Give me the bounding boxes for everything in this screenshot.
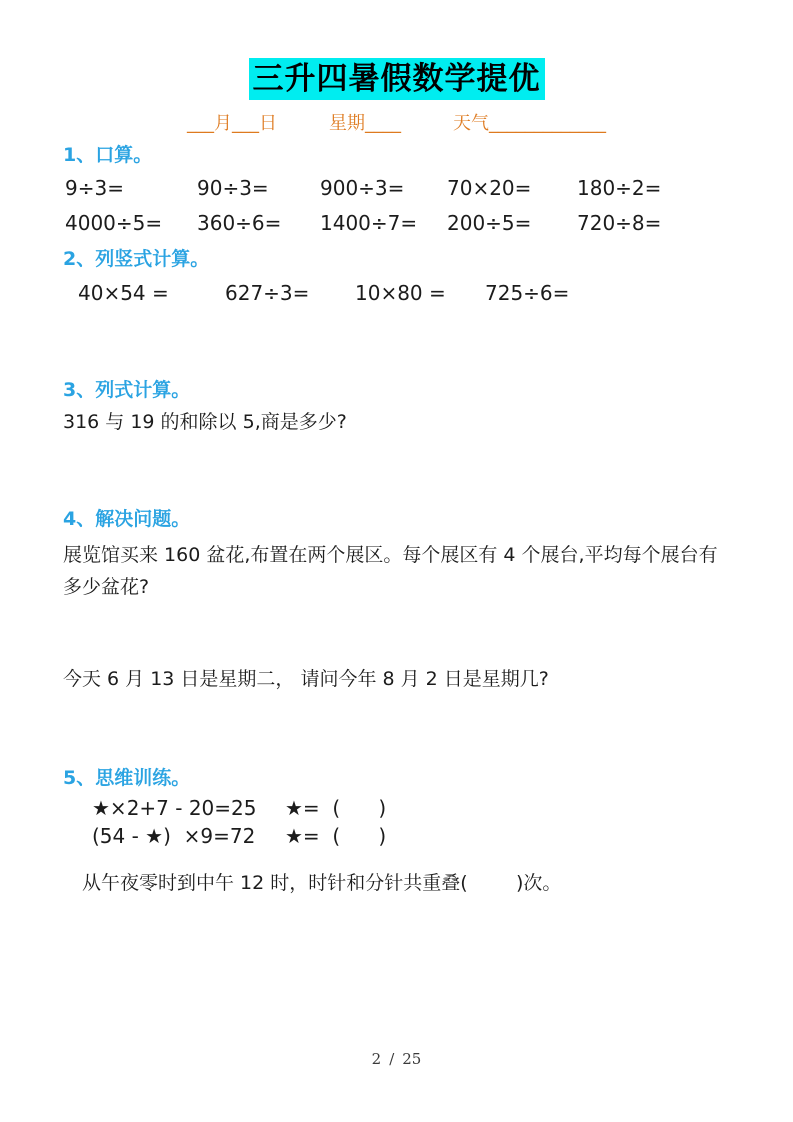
title-row <box>63 58 730 100</box>
date-weekday-blank: 星期____ <box>329 113 401 134</box>
star-answer-blank: ★= ( ) <box>285 824 387 848</box>
star-equation-line-1 <box>63 795 730 822</box>
section-2-heading: 2、列竖式计算。 <box>63 248 210 270</box>
star-equation-line-2 <box>63 823 730 850</box>
star-equation: ★×2+7 - 20=25 <box>92 796 257 820</box>
section-1-heading: 1、口算。 <box>63 144 153 166</box>
oral-problem: 1400÷7= <box>320 211 418 235</box>
clock-overlap-question: 从午夜零时到中午 12 时，时针和分针共重叠( )次。 <box>82 872 562 894</box>
word-problem-1: 展览馆买来 160 盆花,布置在两个展区。每个展区有 4 个展台,平均每个展台有多少盆花? <box>63 544 718 598</box>
date-line <box>63 113 730 135</box>
vertical-problems-row <box>63 280 730 306</box>
section-5-heading: 5、思维训练。 <box>63 767 191 789</box>
oral-problem: 200÷5= <box>447 211 532 235</box>
vertical-problem: 725÷6= <box>485 281 570 305</box>
page-separator: / <box>389 1050 395 1068</box>
page-footer <box>0 1050 793 1068</box>
date-weather-blank: 天气_____________ <box>453 113 606 134</box>
total-page-count: 25 <box>402 1050 422 1068</box>
star-answer-blank: ★= ( ) <box>285 796 387 820</box>
oral-problem: 70×20= <box>447 176 532 200</box>
page-title: 三升四暑假数学提优 <box>249 58 545 100</box>
oral-problem: 4000÷5= <box>65 211 163 235</box>
word-problem-2: 今天 6 月 13 日是星期二， 请问今年 8 月 2 日是星期几? <box>63 668 549 690</box>
vertical-problem: 10×80 = <box>355 281 446 305</box>
star-equation: (54 - ★) ×9=72 <box>92 824 256 848</box>
oral-problem: 360÷6= <box>197 211 282 235</box>
section-3-heading: 3、列式计算。 <box>63 379 191 401</box>
section-4-heading: 4、解决问题。 <box>63 508 191 530</box>
oral-problem: 900÷3= <box>320 176 405 200</box>
vertical-problem: 627÷3= <box>225 281 310 305</box>
oral-problem: 720÷8= <box>577 211 662 235</box>
expression-question: 316 与 19 的和除以 5,商是多少? <box>63 411 347 433</box>
oral-problem: 180÷2= <box>577 176 662 200</box>
oral-row-1 <box>63 175 730 201</box>
vertical-problem: 40×54 = <box>78 281 169 305</box>
date-month-day-blank: ___月___日 <box>187 113 277 134</box>
oral-problem: 9÷3= <box>65 176 124 200</box>
oral-row-2 <box>63 210 730 236</box>
current-page-number: 2 <box>371 1050 382 1068</box>
oral-problem: 90÷3= <box>197 176 269 200</box>
